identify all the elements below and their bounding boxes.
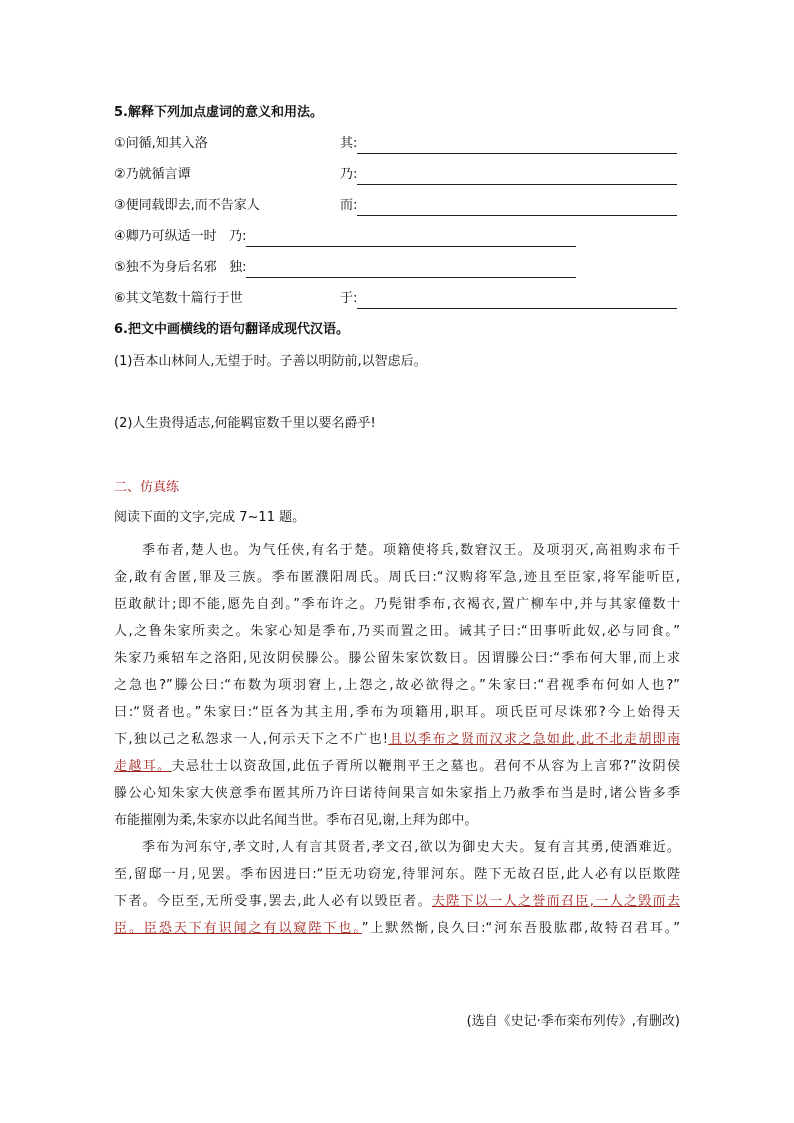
passage-text: 下者。今臣至,无所受事,罢去,此人必有以毁臣者。	[114, 894, 432, 909]
passage-line: 之急也?”滕公曰:“布数为项羽窘上,上怨之,故必欲得之。”朱家曰:“君视季布何如人也?”	[114, 678, 680, 693]
passage-line	[114, 888, 680, 915]
q5-item-2-char: 乃:	[340, 167, 358, 182]
passage-line: 至,留邸一月,见罢。季布因进曰:“臣无功窃宠,待罪河东。陛下无故召臣,此人必有以臣欺陛	[114, 867, 680, 882]
passage	[114, 537, 680, 942]
q5-answer-blank-6[interactable]	[357, 294, 677, 309]
passage-line: 布能摧刚为柔,朱家亦以此名闻当世。季布召见,谢,上拜为郎中。	[114, 813, 478, 828]
passage-line: 季布者,楚人也。为气任侠,有名于楚。项籍使将兵,数窘汉王。及项羽灭,高祖购求布千	[142, 543, 680, 558]
q5-item-5-char: 独:	[229, 260, 247, 275]
q5-item-1-char: 其:	[340, 136, 358, 151]
q5-item-6-char: 于:	[340, 291, 358, 306]
q5-item-1: ①问循,知其入洛	[114, 136, 208, 151]
passage-line	[114, 915, 680, 942]
q5-item-6: ⑥其文笔数十篇行于世	[114, 291, 243, 306]
passage-line: 曰:“贤者也。”朱家曰:“臣各为其主用,季布为项籍用,职耳。项氏臣可尽诛邪?今上始得天	[114, 705, 680, 720]
underlined-sentence-1a: 且以季布之贤而汉求之急如此,此不北走胡即南	[388, 732, 680, 747]
question-6-title: 6.把文中画横线的语句翻译成现代汉语。	[114, 322, 349, 337]
q5-item-4-text: ④卿乃可纵适一时	[114, 229, 217, 244]
question-5-title: 5.解释下列加点虚词的意义和用法。	[114, 105, 323, 120]
q5-item-4-char: 乃:	[229, 229, 247, 244]
underlined-sentence-2b: 臣。臣恐天下有识闻之有以窥陛下也。	[114, 921, 362, 936]
q5-answer-blank-3[interactable]	[357, 201, 677, 216]
q5-item-3-label	[340, 196, 677, 216]
q5-item-2: ②乃就循言谭	[114, 167, 191, 182]
source-citation: (选自《史记·季布栾布列传》,有删改)	[466, 1014, 680, 1029]
q5-item-6-label	[340, 289, 677, 309]
q5-item-3-char: 而:	[340, 198, 358, 213]
q5-answer-blank-1[interactable]	[357, 139, 677, 154]
q5-answer-blank-4[interactable]	[246, 232, 576, 247]
q5-item-2-label	[340, 165, 677, 185]
passage-text: 夫忌壮士以资敌国,此伍子胥所以鞭荆平王之墓也。君何不从容为上言邪?”汝阴侯	[171, 759, 680, 774]
passage-line: 季布为河东守,孝文时,人有言其贤者,孝文召,欲以为御史大夫。复有言其勇,使酒难近。	[142, 840, 680, 855]
passage-line: 朱家乃乘轺车之洛阳,见汝阴侯滕公。滕公留朱家饮数日。因谓滕公曰:“季布何大罪,而上求	[114, 651, 680, 666]
passage-line: 金,敢有舍匿,罪及三族。季布匿濮阳周氏。周氏曰:“汉购将军急,迹且至臣家,将军能听臣,	[114, 570, 680, 585]
passage-text: 下,独以己之私怨求一人,何示天下之不广也!	[114, 732, 389, 747]
underlined-sentence-2a: 夫陛下以一人之誉而召臣,一人之毁而去	[431, 894, 680, 909]
q6-sentence-1: (1)吾本山林间人,无望于时。子善以明防前,以智虑后。	[114, 354, 427, 369]
passage-text: ”上默然惭,良久曰:“河东吾股肱郡,故特召君耳。”	[361, 921, 680, 936]
reading-instruction: 阅读下面的文字,完成 7~11 题。	[114, 510, 306, 525]
q5-item-3: ③便同载即去,而不告家人	[114, 198, 260, 213]
passage-line: 人,之鲁朱家所卖之。朱家心知是季布,乃买而置之田。诫其子曰:“田事听此奴,必与同食。”	[114, 624, 680, 639]
q5-answer-blank-2[interactable]	[357, 170, 677, 185]
q5-item-1-label	[340, 134, 677, 154]
q5-answer-blank-5[interactable]	[246, 263, 576, 278]
passage-line: 滕公心知朱家大侠意季布匿其所乃许曰诺待间果言如朱家指上乃赦季布当是时,诸公皆多季	[114, 786, 680, 801]
q6-sentence-2: (2)人生贵得适志,何能羁宦数千里以要名爵乎!	[114, 416, 376, 431]
q5-item-4	[114, 227, 576, 247]
section-heading: 二、仿真练	[114, 480, 180, 495]
q5-item-5	[114, 258, 576, 278]
passage-line	[114, 753, 680, 780]
passage-line: 臣敢献计;即不能,愿先自刭。”季布许之。乃髡钳季布,衣褐衣,置广柳车中,并与其家僮数十	[114, 597, 680, 612]
passage-line	[114, 726, 680, 753]
q5-item-5-text: ⑤独不为身后名邪	[114, 260, 217, 275]
underlined-sentence-1b: 走越耳。	[114, 759, 172, 774]
